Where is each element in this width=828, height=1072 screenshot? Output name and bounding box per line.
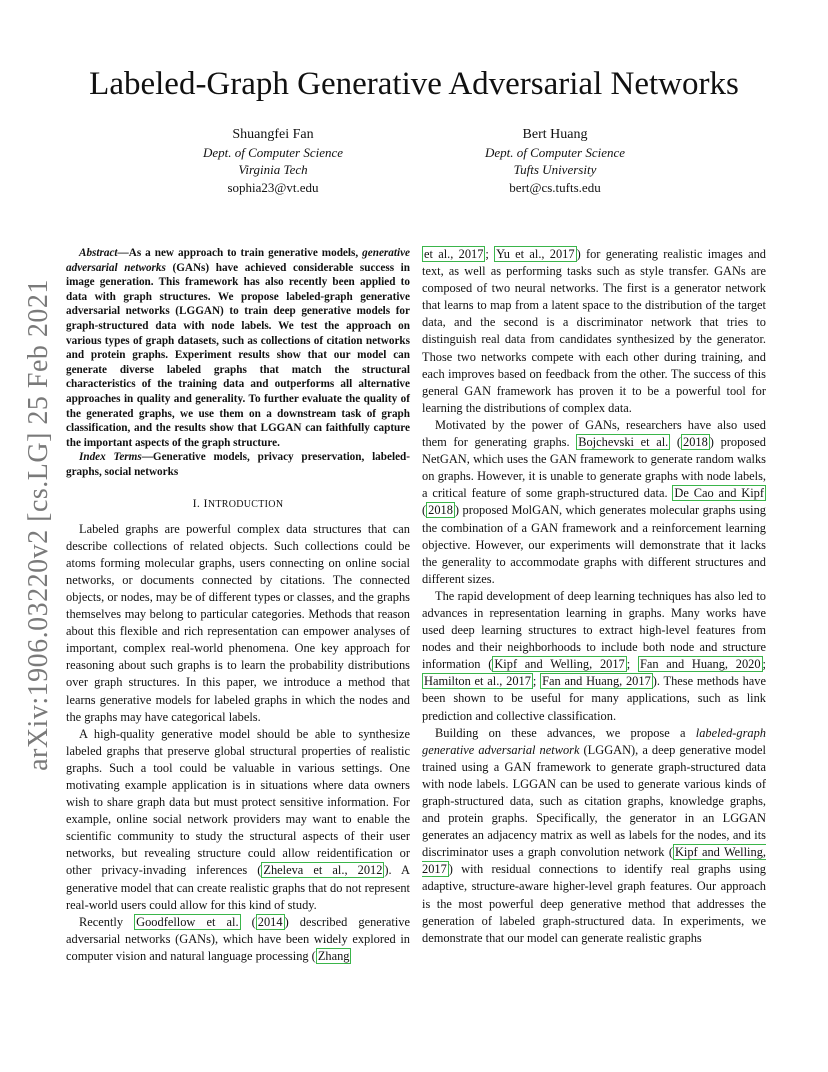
citation-link[interactable]: Bojchevski et al. — [578, 435, 669, 450]
citation-link[interactable]: 2018 — [683, 435, 708, 450]
abstract-text: —As a new approach to train generative models, — [117, 247, 363, 259]
arxiv-identifier-text: arXiv:1906.03220v2 [cs.LG] 25 Feb 2021 — [23, 279, 55, 771]
text-run: Motivated by the power of GANs, researchers have also used them for generating graphs. — [422, 417, 766, 450]
author-name: Bert Huang — [522, 127, 588, 142]
text-run: ) with residual connections to identify real graphs using adaptive, structure-aware higher-level graph features. Our approach is the most powerful deep generative method that addresses the generation of labeled graph-structured data. In experiments, we demonstrate that our model can generate realistic graphs — [422, 862, 766, 945]
author-dept: Dept. of Computer Science — [484, 144, 626, 160]
citation-link[interactable]: Kipf and Welling, 2017 — [494, 657, 625, 672]
text-run: Recently — [79, 914, 135, 929]
text-run: ; — [626, 657, 638, 672]
arxiv-identifier — [22, 279, 56, 771]
paragraph: Labeled graphs are powerful complex data structures that can describe collections of related objects. Such collections could be atoms forming molecular graphs, users connecting on online social networks, or documents connected by citations. The connected objects, or nodes, may be of different types or classes, and the graphs themselves may belong to particular categories. Methods that reason about this flexible and rich representation can empower analyses of important, complex real-world phenomena. One key approach for reasoning about such graphs is to learn the probability distributions over graph structures. In this paper, we introduce a method that learns generative models for labeled graphs in which the nodes and the graphs may have categorical labels. — [66, 521, 410, 724]
text-run: ; — [762, 657, 766, 672]
abstract-text: (GANs) have achieved considerable success in image generation. This framework has also recently been applied to data with graph structures. We propose labeled-graph generative adversarial networks (LGGAN) to train deep generative models for graph-structured data with node labels. We test the approach on various types of graph datasets, such as collections of citation networks and protein graphs. Experiment results show that our model can generate diverse labeled graphs that match the structural characteristics of the training data and outperforms all alternative approaches in quality and generality. To further evaluate the quality of the generated graphs, we use them on a downstream task of graph classification, and the results show that LGGAN can faithfully capture the important aspects of the graph structure. — [66, 261, 410, 449]
citation-link[interactable]: De Cao and Kipf — [674, 486, 764, 501]
author-name: Shuangfei Fan — [232, 127, 314, 142]
index-terms — [66, 450, 410, 479]
paragraph — [422, 725, 766, 947]
section-heading — [66, 495, 410, 513]
paragraph — [66, 914, 410, 965]
text-run: ) proposed NetGAN, which uses the GAN framework to generate random walks on graphs. However, it is unable to generate graphs with node labels, a critical feature of some graph-structured data. — [422, 435, 766, 501]
text-run: ) for generating realistic images and text, as well as performing tasks such as style transfer. GANs are composed of two neural networks. The first is a generator network that learns to map from a latent space to the distribution of the target data, and the second is a discriminator network that tries to distinguish real data from candidates synthesized by the generator. Those two networks compete with each other during training, and each improves based on feedback from the other. The success of this general GAN framework has proven it to be a powerful tool for learning the distributions of complex data. — [422, 247, 766, 415]
text-run: (LGGAN), a deep generative model trained using a GAN framework to generate graph-structured data with node labels. LGGAN can be used to generate various kinds of graph-structured data, such as citation graphs, knowledge graphs, and protein graphs. Specifically, the generator in an LGGAN generates an adjacency matrix as well as labels for the nodes, and its discriminator uses a graph convolution network ( — [422, 742, 766, 860]
paragraph — [66, 726, 410, 914]
paragraph — [422, 588, 766, 725]
index-terms-text: —Generative models, privacy preservation, labeled-graphs, social networks — [66, 451, 410, 478]
text-run: ) described generative adversarial networks (GANs), which have been widely explored in computer vision and natural language processing ( — [66, 914, 410, 963]
citation-link[interactable]: Zheleva et al., 2012 — [263, 863, 383, 878]
text-run: ( — [422, 503, 427, 518]
text-run: Building on these advances, we propose a — [435, 725, 696, 740]
text-run: ). A generative model that can create realistic graphs that do not represent real-world users could allow for this kind of study. — [66, 863, 410, 912]
citation-link[interactable]: Kipf and Welling, 2017 — [422, 845, 766, 877]
index-terms-label: Index Terms — [79, 451, 142, 464]
paper-title: Labeled-Graph Generative Adversarial Networks — [89, 66, 739, 102]
paragraph — [422, 417, 766, 588]
author-dept: Dept. of Computer Science — [202, 144, 344, 160]
citation-link[interactable]: Hamilton et al., 2017 — [424, 674, 531, 689]
text-run: ; — [532, 674, 541, 689]
text-run: ) proposed MolGAN, which generates molecular graphs using the combination of a GAN framework and a reinforcement learning objective. However, our experiments will demonstrate that it lacks the generality to accommodate graphs with different structures and different sizes. — [422, 503, 766, 586]
author-affiliation: Virginia Tech — [238, 162, 308, 177]
text-run: ( — [670, 435, 682, 450]
section-number: I. I — [192, 495, 208, 510]
text-run: ). These methods have been shown to be useful for many applications, such as link prediction and collective classification. — [422, 674, 766, 723]
paragraph — [422, 246, 766, 417]
author-email: bert@cs.tufts.edu — [509, 179, 601, 195]
citation-link[interactable]: 2018 — [428, 503, 453, 518]
text-run: The rapid development of deep learning techniques has also led to advances in representation learning in graphs. Many works have used deep learning structures to extract high-level features from nodes and their neighborhoods to include both node and structure information ( — [422, 588, 766, 672]
abstract-label: Abstract — [79, 247, 118, 259]
author-email: sophia23@vt.edu — [227, 179, 319, 195]
text-run: A high-quality generative model should be able to synthesize labeled graphs that preserve global structural properties of realistic graphs. Such a tool could be valuable in various settings. One motivating example application is in situations where data owners wish to share graph data but must protect sensitive information. For example, online social network providers may want to enable the scientific community to study the structural aspects of their user networks, but revealing structure could allow reidentification or other privacy-invading inferences ( — [66, 726, 410, 878]
citation-link[interactable]: Goodfellow et al. — [136, 914, 239, 929]
citation-link[interactable]: Fan and Huang, 2017 — [542, 674, 651, 689]
author-block-1 — [133, 126, 413, 196]
abstract — [66, 246, 410, 450]
author-affiliation: Tufts University — [513, 162, 597, 177]
citation-link[interactable]: Zhang — [317, 948, 350, 963]
citation-link[interactable]: 2014 — [257, 914, 283, 929]
text-run-italic: labeled-graph generative adversarial network — [422, 725, 766, 757]
text-run: ; — [485, 247, 495, 261]
abstract-italic: generative adversarial networks — [66, 247, 410, 274]
citation-link[interactable]: et al., 2017 — [424, 247, 484, 261]
left-column — [66, 246, 410, 965]
section-title: NTRODUCTION — [207, 498, 284, 510]
citation-link[interactable]: Yu et al., 2017 — [496, 247, 575, 261]
right-column — [422, 246, 766, 947]
citation-link[interactable]: Fan and Huang, 2020 — [639, 657, 761, 672]
author-block-2 — [415, 126, 695, 196]
text-run: ( — [240, 914, 256, 929]
